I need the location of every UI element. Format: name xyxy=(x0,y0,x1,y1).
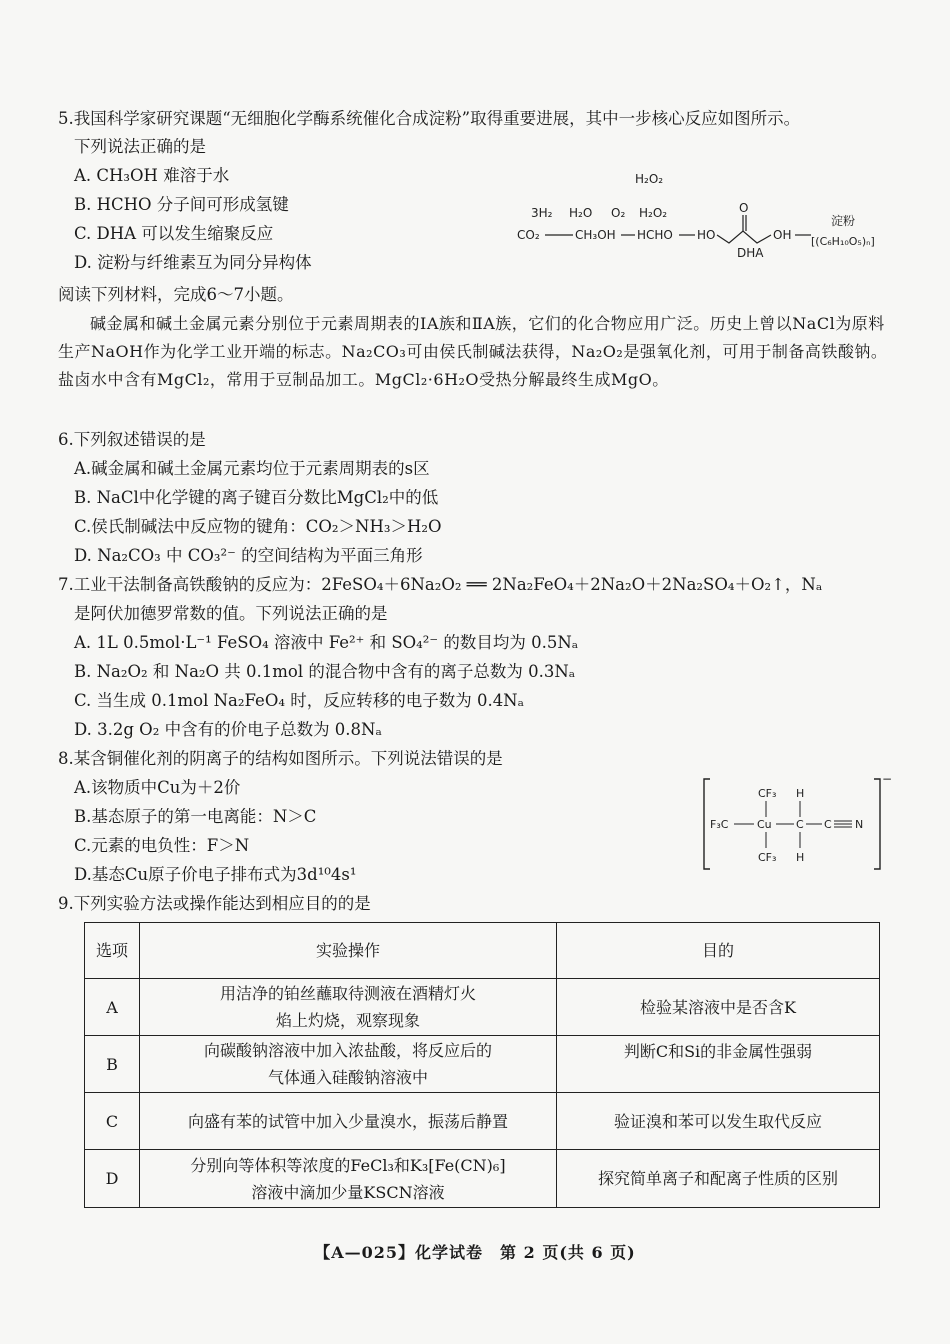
q8-option-c: C.元素的电负性：F＞N xyxy=(74,836,250,855)
page-footer: 【A—025】化学试卷 第 2 页(共 6 页) xyxy=(314,1243,636,1262)
h2o2-label: H₂O₂ xyxy=(639,206,668,220)
row-a-goal: 检验某溶液中是否含K xyxy=(557,979,880,1036)
row-b-operation xyxy=(140,1036,557,1093)
h2o-label: H₂O xyxy=(569,206,593,220)
table-row xyxy=(85,1150,880,1208)
q7-stem: 7.工业干法制备高铁酸钠的反应为：2FeSO₄＋6Na₂O₂ ══ 2Na₂FeO₄＋2Na₂O＋2Na₂SO₄＋O₂↑，Nₐ xyxy=(58,575,823,594)
f3c-label: F₃C xyxy=(710,818,729,831)
cf3-top-label: CF₃ xyxy=(758,787,777,800)
row-d-operation xyxy=(140,1150,557,1208)
q8-structure-diagram xyxy=(700,775,892,875)
row-b-op-line1: 向碳酸钠溶液中加入浓盐酸，将反应后的 xyxy=(203,1041,492,1060)
c1-label: C xyxy=(796,818,804,831)
co2-label: CO₂ xyxy=(517,228,540,242)
q5-stem: 5.我国科学家研究课题“无细胞化学酶系统催化合成淀粉”取得重要进展，其中一步核心反应如图所示。 xyxy=(58,109,801,128)
q9-stem: 9.下列实验方法或操作能达到相应目的的是 xyxy=(58,894,371,913)
header-operation: 实验操作 xyxy=(140,923,557,979)
h-top-label: H xyxy=(796,787,805,800)
row-d-op-line2: 溶液中滴加少量KSCN溶液 xyxy=(251,1182,445,1202)
cf3-bottom-label: CF₃ xyxy=(758,851,777,864)
table-header-row xyxy=(85,923,880,979)
hcho-label: HCHO xyxy=(637,228,673,242)
q8-option-d: D.基态Cu原子价电子排布式为3d¹⁰4s¹ xyxy=(74,865,357,884)
reading-material: 碱金属和碱土金属元素分别位于元素周期表的ⅠA族和ⅡA族，它们的化合物应用广泛。历史上曾以NaCl为原料生产NaOH作为化学工业开端的标志。Na₂CO₃可由侯氏制碱法获得，Na₂O₂是强氧化剂，可用于制备高铁酸钠。盐卤水中含有MgCl₂，常用于豆制品加工。MgCl₂·6H₂O受热分解最终生成MgO。 xyxy=(58,314,888,389)
row-c-option: C xyxy=(85,1093,140,1150)
row-a-op-line2: 焰上灼烧，观察现象 xyxy=(275,1011,420,1030)
q8-stem: 8.某含铜催化剂的阴离子的结构如图所示。下列说法错误的是 xyxy=(58,749,503,768)
row-d-goal: 探究简单离子和配离子性质的区别 xyxy=(557,1150,880,1208)
q9-table xyxy=(84,922,880,1208)
q7-option-b: B. Na₂O₂ 和 Na₂O 共 0.1mol 的混合物中含有的离子总数为 0.3Nₐ xyxy=(74,662,576,681)
h-bottom-label: H xyxy=(796,851,805,864)
q6-option-a: A.碱金属和碱土金属元素均位于元素周期表的s区 xyxy=(74,459,430,478)
q5-option-b: B. HCHO 分子间可形成氢键 xyxy=(74,195,289,214)
dha-label: DHA xyxy=(737,246,764,260)
q5-option-d: D. 淀粉与纤维素互为同分异构体 xyxy=(74,253,312,272)
row-c-goal: 验证溴和苯可以发生取代反应 xyxy=(557,1093,880,1150)
row-b-option: B xyxy=(85,1036,140,1093)
n-label: N xyxy=(855,818,864,831)
q6-option-c: C.侯氏制碱法中反应物的键角：CO₂＞NH₃＞H₂O xyxy=(74,517,442,536)
carbonyl-o-label: O xyxy=(739,201,749,215)
q6-option-d: D. Na₂CO₃ 中 CO₃²⁻ 的空间结构为平面三角形 xyxy=(74,546,423,565)
q7-stem-continued: 是阿伏加德罗常数的值。下列说法正确的是 xyxy=(74,604,388,623)
dha-skeleton xyxy=(717,231,771,243)
cu-label: Cu xyxy=(757,818,772,831)
starch-formula-label: [(C₆H₁₀O₅)ₙ] xyxy=(811,235,875,248)
q6-stem: 6.下列叙述错误的是 xyxy=(58,430,206,449)
bracket-right xyxy=(874,779,880,869)
starch-label: 淀粉 xyxy=(831,214,856,228)
q7-option-c: C. 当生成 0.1mol Na₂FeO₄ 时，反应转移的电子数为 0.4Nₐ xyxy=(74,691,524,710)
q8-option-a: A.该物质中Cu为＋2价 xyxy=(74,778,241,797)
charge-label: − xyxy=(882,775,892,786)
header-option: 选项 xyxy=(85,923,140,979)
o2-label: O₂ xyxy=(611,206,626,220)
h2-label: 3H₂ xyxy=(531,206,553,220)
q5-reaction-diagram xyxy=(515,165,895,260)
q5-sub: 下列说法正确的是 xyxy=(74,137,206,156)
table-row xyxy=(85,979,880,1036)
reading-intro: 阅读下列材料，完成6～7小题。 xyxy=(58,285,294,304)
row-a-option: A xyxy=(85,979,140,1036)
table-row xyxy=(85,1036,880,1093)
row-b-op-line2: 气体通入硅酸钠溶液中 xyxy=(267,1068,428,1087)
row-a-operation xyxy=(140,979,557,1036)
table-row xyxy=(85,1093,880,1150)
q5-option-c: C. DHA 可以发生缩聚反应 xyxy=(74,224,274,243)
q7-option-d: D. 3.2g O₂ 中含有的价电子总数为 0.8Nₐ xyxy=(74,720,382,739)
c2-label: C xyxy=(824,818,832,831)
header-goal: 目的 xyxy=(557,923,880,979)
q7-option-a: A. 1L 0.5mol·L⁻¹ FeSO₄ 溶液中 Fe²⁺ 和 SO₄²⁻ 的数目均为 0.5Nₐ xyxy=(74,633,579,652)
row-c-operation: 向盛有苯的试管中加入少量溴水，振荡后静置 xyxy=(140,1093,557,1150)
q8-option-b: B.基态原子的第一电离能：N＞C xyxy=(74,807,317,826)
ch3oh-label: CH₃OH xyxy=(575,228,616,242)
h2o2-top-label: H₂O₂ xyxy=(635,172,664,186)
row-b-goal: 判断C和Si的非金属性强弱 xyxy=(557,1036,880,1093)
q6-option-b: B. NaCl中化学键的离子键百分数比MgCl₂中的低 xyxy=(74,488,439,507)
oh-label: OH xyxy=(773,228,792,242)
row-d-option: D xyxy=(85,1150,140,1208)
ho-label: HO xyxy=(697,228,716,242)
row-d-op-line1: 分别向等体积等浓度的FeCl₃和K₃[Fe(CN)₆] xyxy=(190,1155,506,1175)
q5-option-a: A. CH₃OH 难溶于水 xyxy=(74,166,230,185)
row-a-op-line1: 用洁净的铂丝蘸取待测液在酒精灯火 xyxy=(219,984,476,1003)
